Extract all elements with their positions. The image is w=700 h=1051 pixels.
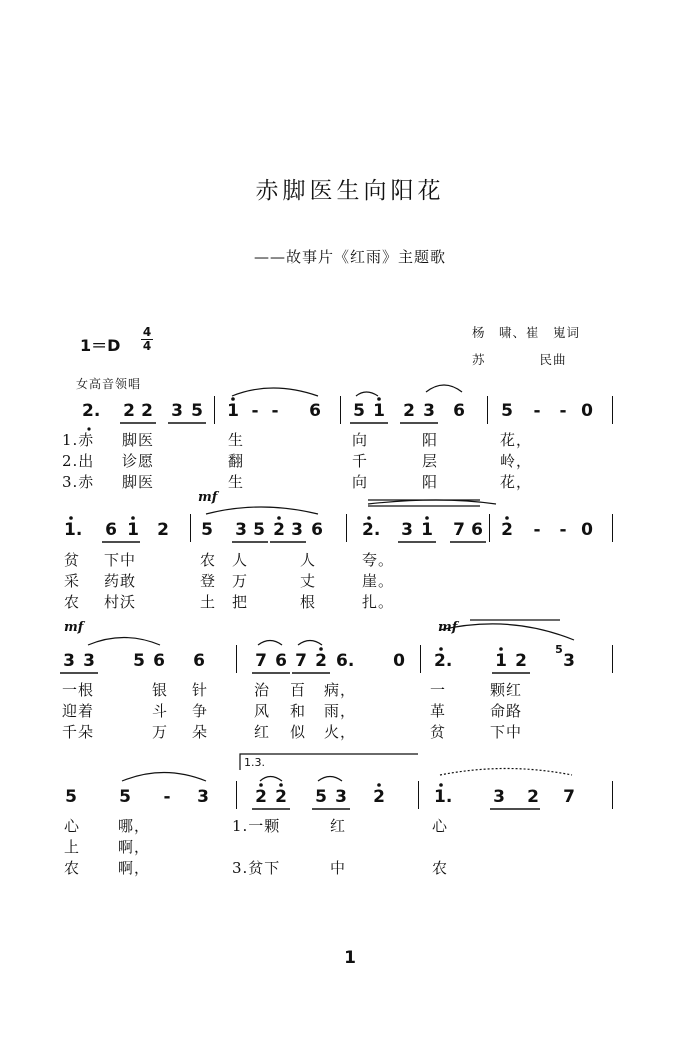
note: 3 (423, 401, 435, 421)
note: - (271, 401, 279, 421)
lyric: 2.出 (62, 452, 95, 470)
lyric: 人 (232, 551, 249, 569)
lyric: 万 (232, 572, 249, 590)
lyric: 阳 (422, 431, 439, 449)
lyric: 火， (324, 723, 357, 741)
performance-note: 女高音领唱 (76, 377, 142, 391)
note: 5 (191, 401, 203, 421)
note: 2 (403, 401, 415, 421)
lyric: 登 (200, 572, 217, 590)
lyric: 啊， (118, 859, 151, 877)
note: - (533, 401, 541, 421)
note: 3 (83, 651, 95, 671)
note: 2 (273, 520, 285, 540)
lyric: 生 (228, 473, 245, 491)
lyric: 风 (254, 702, 271, 720)
note: 2 (315, 651, 327, 671)
note: 3 (197, 787, 209, 807)
lyric: 红 (330, 817, 347, 835)
lyric: 朵 (192, 723, 209, 741)
note: 1 (127, 520, 139, 540)
dynamic-mf: mf (198, 490, 218, 505)
lyric: 土 (200, 593, 217, 611)
note: 6 (193, 651, 205, 671)
lyric: 治 (254, 681, 271, 699)
lyric: 颗红 (490, 681, 523, 699)
lyric: 下中 (104, 551, 137, 569)
lyric: 贫 (64, 551, 81, 569)
note: 5 (65, 787, 77, 807)
lyric: 千 (352, 452, 369, 470)
lyric: 雨， (324, 702, 357, 720)
volta-bracket (240, 754, 418, 770)
note: 3 (335, 787, 347, 807)
volta-label: 1.3. (244, 756, 265, 769)
lyric: 心 (432, 817, 449, 835)
composer-credit: 苏 民曲 (472, 352, 567, 367)
lyric: 花， (500, 431, 533, 449)
lyric: 农 (64, 593, 81, 611)
lyric: 采 (64, 572, 81, 590)
note: 1. (434, 787, 453, 807)
dynamic-mf: mf (64, 620, 84, 635)
lyric: 脚医 (122, 431, 155, 449)
note: 3 (401, 520, 413, 540)
lyric: 村沃 (104, 593, 137, 611)
note: 3 (291, 520, 303, 540)
lyric: 农 (432, 859, 449, 877)
lyric: 1.赤 (62, 431, 95, 449)
note: 0 (393, 651, 405, 671)
lyric: 争 (192, 702, 209, 720)
note: 7 (563, 787, 575, 807)
note: 2 (255, 787, 267, 807)
note: - (533, 520, 541, 540)
lyric: 根 (300, 593, 317, 611)
lyric: 哪， (118, 817, 151, 835)
note: 5 (315, 787, 327, 807)
note: 5 (353, 401, 365, 421)
lyric: 扎。 (362, 593, 395, 611)
song-title: 赤脚医生向阳花 (255, 178, 445, 204)
note: 1 (495, 651, 507, 671)
note: 5 (119, 787, 131, 807)
note: 2 (515, 651, 527, 671)
note: 6 (453, 401, 465, 421)
note: 2 (157, 520, 169, 540)
song-subtitle: ——故事片《红雨》主题歌 (253, 248, 446, 266)
lyric: 向 (352, 473, 369, 491)
lyric: 岭， (500, 452, 533, 470)
note: 6 (153, 651, 165, 671)
note: 0 (581, 520, 593, 540)
note: 7 (453, 520, 465, 540)
lyric: 百 (290, 681, 307, 699)
lyric: 命路 (490, 702, 523, 720)
lyric: 翻 (228, 452, 245, 470)
note: 1 (421, 520, 433, 540)
note: 3 (563, 651, 575, 671)
note: 3 (235, 520, 247, 540)
note: 5 (501, 401, 513, 421)
lyric: 斗 (152, 702, 169, 720)
note: 7 (255, 651, 267, 671)
octave-dots (69, 397, 509, 787)
time-denominator: 4 (142, 339, 152, 353)
note: 2 (501, 520, 513, 540)
lyric: 迎着 (62, 702, 95, 720)
lyric: 万 (152, 723, 169, 741)
lyric: 病， (324, 681, 357, 699)
lyric: 3.贫下 (232, 859, 281, 877)
lyric: 生 (228, 431, 245, 449)
lyric: 阳 (422, 473, 439, 491)
lyric: 药敢 (104, 572, 137, 590)
lyric: 3.赤 (62, 473, 95, 491)
note: 7 (295, 651, 307, 671)
lyric: 针 (192, 681, 209, 699)
note: - (559, 401, 567, 421)
lyric: 诊愿 (122, 452, 155, 470)
lyric: 似 (290, 723, 307, 741)
note: 5 (201, 520, 213, 540)
tremolo-lines (368, 500, 560, 620)
note: 3 (493, 787, 505, 807)
note: 6 (309, 401, 321, 421)
note: - (163, 787, 171, 807)
lyric: 革 (430, 702, 447, 720)
lyric: 中 (330, 859, 347, 877)
lyric: 花， (500, 473, 533, 491)
lyric: 一 (430, 681, 447, 699)
lyric: 脚医 (122, 473, 155, 491)
note: - (559, 520, 567, 540)
note: 2 (527, 787, 539, 807)
lyric: 农 (64, 859, 81, 877)
slurs (88, 385, 574, 781)
lyric: 丈 (300, 572, 317, 590)
duration-underlines (60, 423, 540, 809)
lyric: 农 (200, 551, 217, 569)
note: 0 (581, 401, 593, 421)
note: 1 (373, 401, 385, 421)
key-signature: 1＝D (80, 336, 121, 355)
page-number: 1 (344, 948, 356, 968)
note: 2. (434, 651, 453, 671)
note: 2. (82, 401, 101, 421)
lyric: 下中 (490, 723, 523, 741)
lyric: 千朵 (62, 723, 95, 741)
note: 6 (105, 520, 117, 540)
grace-note: 5 (555, 643, 563, 656)
dynamic-mf: mf (438, 620, 458, 635)
lyric: 心 (64, 817, 81, 835)
note: 2 (275, 787, 287, 807)
lyric: 贫 (430, 723, 447, 741)
lyric: 崖。 (362, 572, 395, 590)
lyric: 红 (254, 723, 271, 741)
lyric: 人 (300, 551, 317, 569)
lyric: 一根 (62, 681, 95, 699)
note: 2 (123, 401, 135, 421)
lyric: 夸。 (362, 551, 395, 569)
lyric: 向 (352, 431, 369, 449)
note: 6 (311, 520, 323, 540)
lyricist-credit: 杨 啸、崔 嵬词 (472, 325, 581, 340)
note: 1. (64, 520, 83, 540)
note: 2 (373, 787, 385, 807)
note: 6 (471, 520, 483, 540)
note: 5 (253, 520, 265, 540)
lyric: 银 (152, 681, 169, 699)
note: 2. (362, 520, 381, 540)
note: 1 (227, 401, 239, 421)
time-numerator: 4 (142, 325, 152, 339)
note: 2 (141, 401, 153, 421)
note: 3 (63, 651, 75, 671)
note: - (251, 401, 259, 421)
note: 5 (133, 651, 145, 671)
note: 6 (275, 651, 287, 671)
note: 3 (171, 401, 183, 421)
lyric: 1.一颗 (232, 817, 281, 835)
lyric: 啊， (118, 838, 151, 856)
lyric: 层 (422, 452, 439, 470)
lyric: 把 (232, 593, 249, 611)
lyric: 上 (64, 838, 81, 856)
lyric: 和 (290, 702, 307, 720)
note: 6. (336, 651, 355, 671)
